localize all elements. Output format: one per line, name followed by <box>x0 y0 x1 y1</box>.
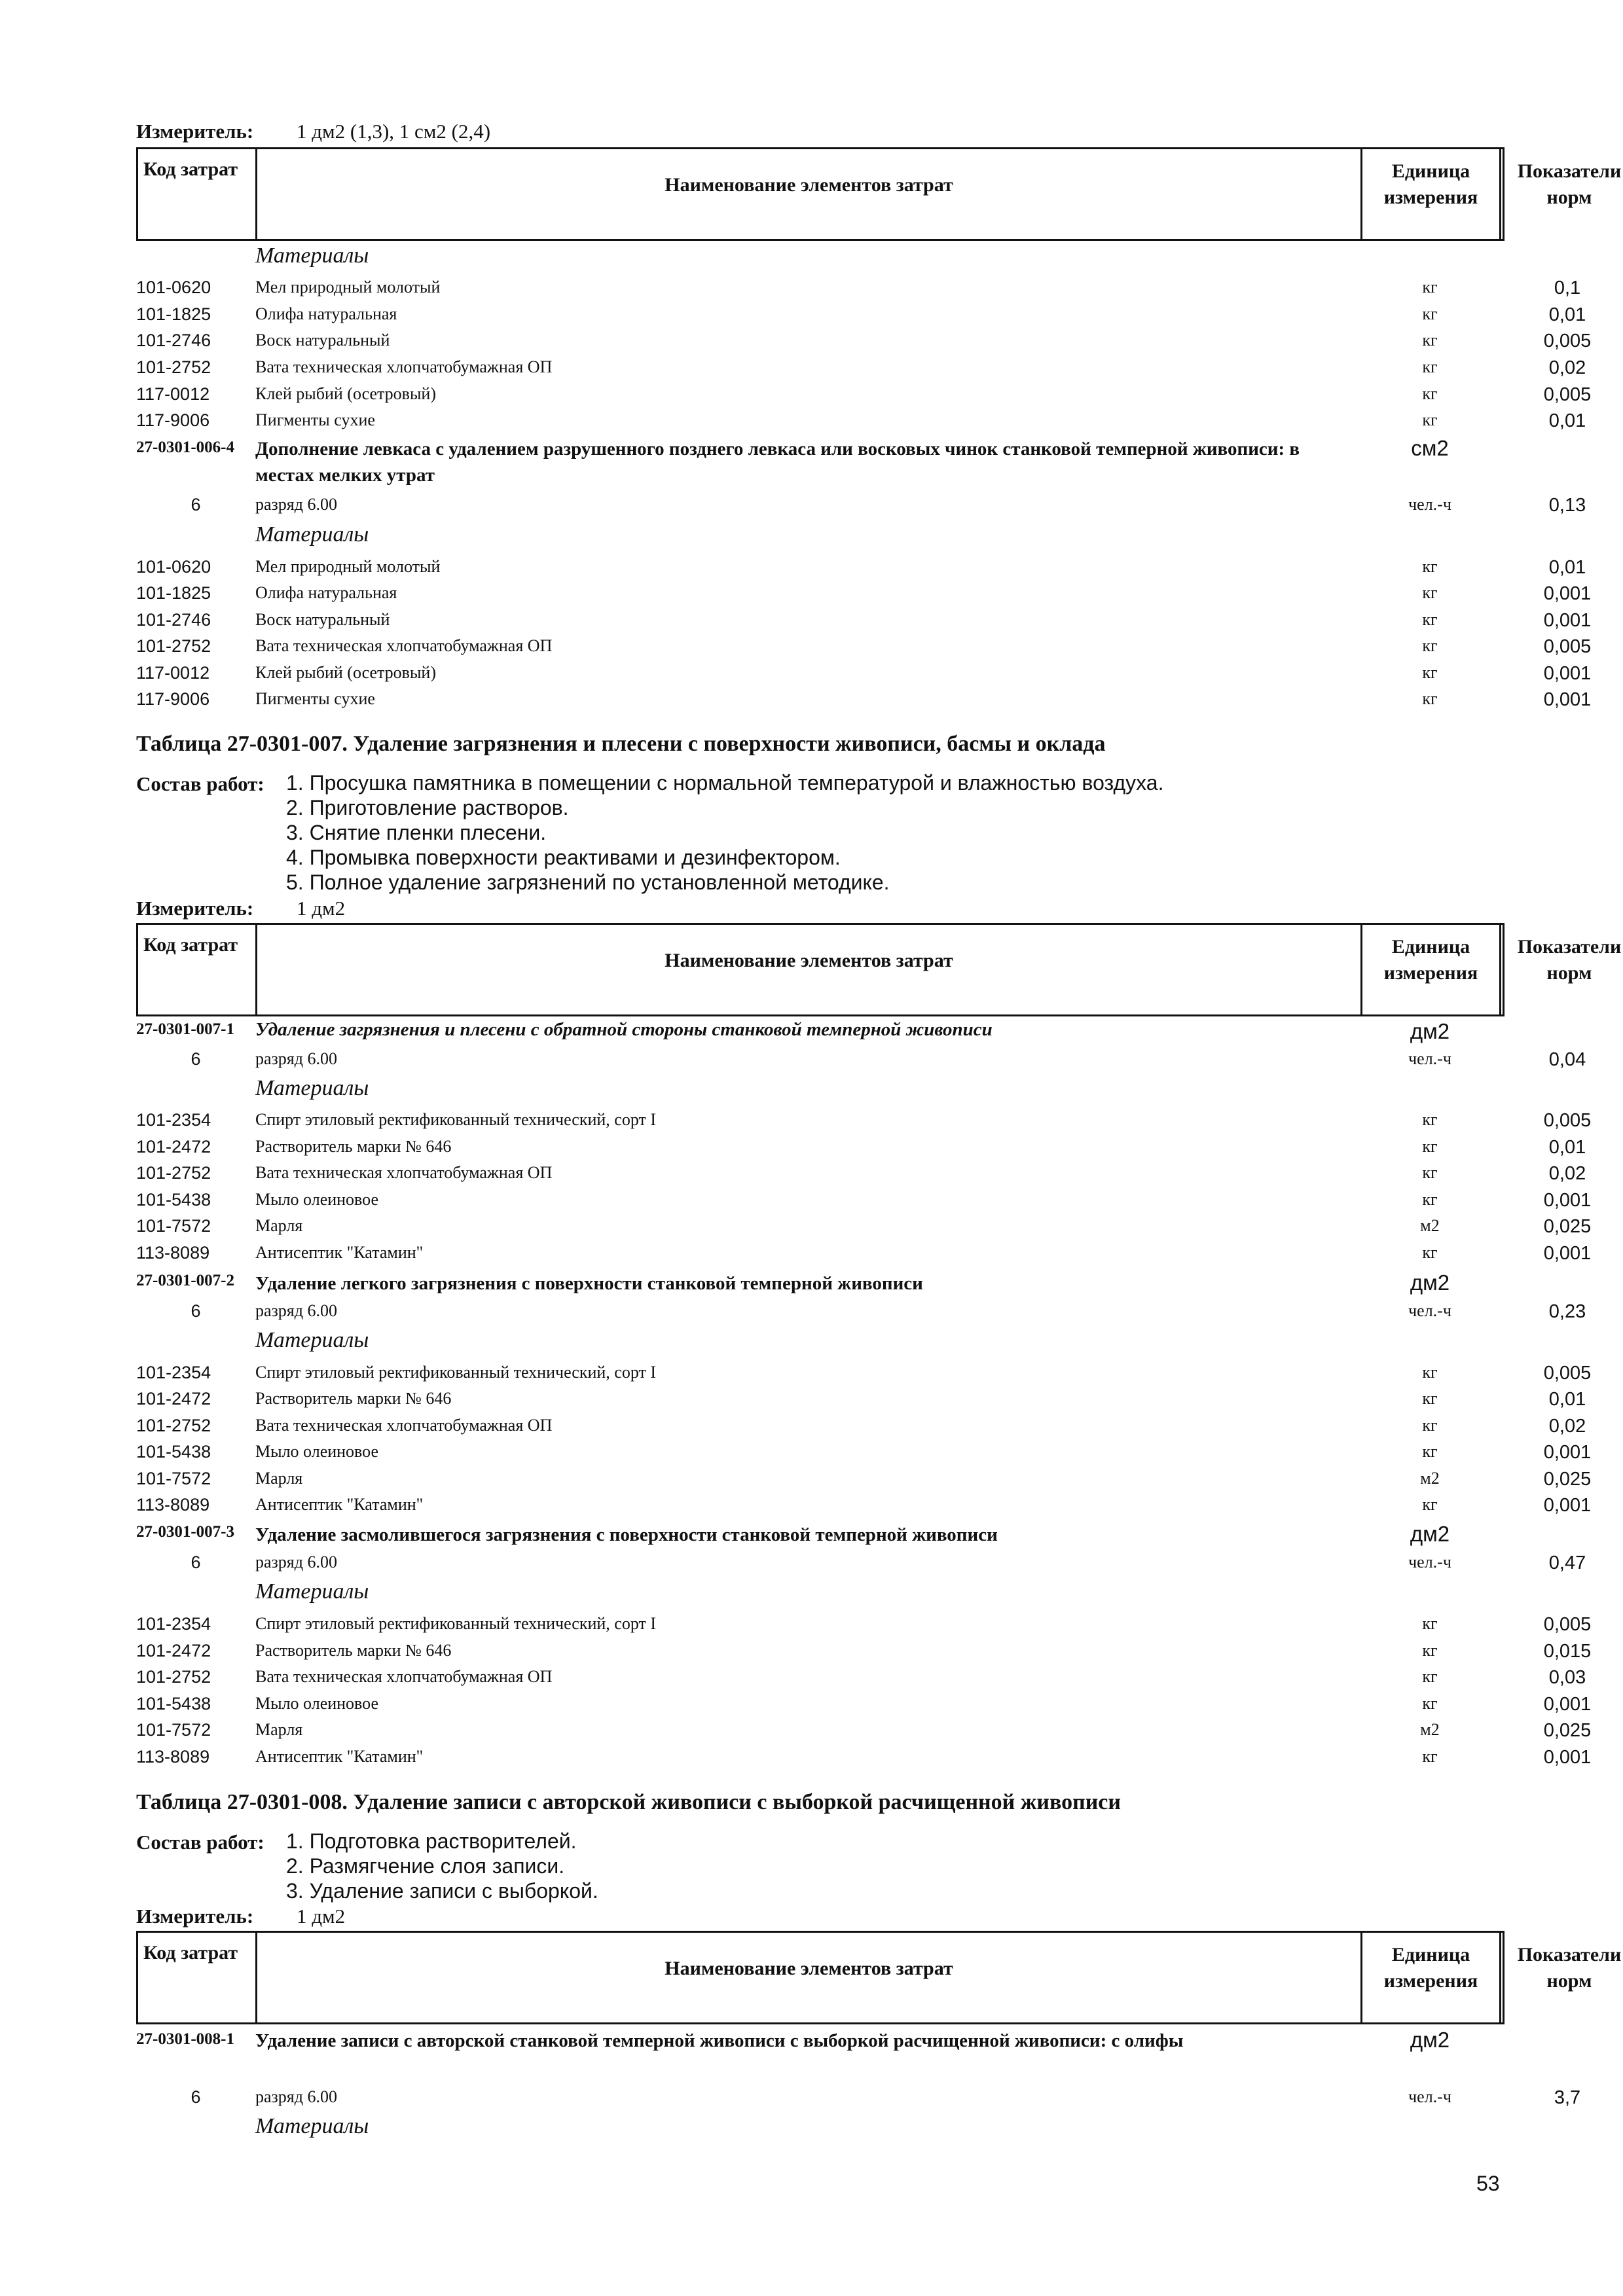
table-row: 101-5438 Мыло олеиновое кг 0,001 <box>136 1694 1592 1715</box>
table-row: 117-9006 Пигменты сухие кг 0,001 <box>136 689 1592 710</box>
header-unit-1: Единица <box>1391 936 1470 958</box>
measure-label: Измеритель: <box>136 120 254 143</box>
work-item: 2. Приготовление растворов. <box>286 796 569 819</box>
materials-heading: Материалы <box>255 522 369 547</box>
materials-heading: Материалы <box>255 2114 369 2138</box>
header-unit-1: Единица <box>1391 160 1470 182</box>
table-row: 101-2752 Вата техническая хлопчатобумажная ОП кг 0,005 <box>136 636 1592 657</box>
table-header <box>136 147 1622 241</box>
materials-heading: Материалы <box>255 243 369 268</box>
item-row: 27-0301-007-2 Удаление легкого загрязнения с поверхности станковой темперной живописи дм2 <box>136 1270 1450 1295</box>
header-unit-2: измерения <box>1383 962 1478 984</box>
header-norm-2: норм <box>1546 1970 1592 1992</box>
labor-row: 6 разряд 6.00 чел.-ч 0,04 <box>191 1049 1586 1070</box>
table-row: 101-2752 Вата техническая хлопчатобумажная ОП кг 0,02 <box>136 1163 1586 1184</box>
header-norm-2: норм <box>1546 187 1592 208</box>
table-row: 117-0012 Клей рыбий (осетровый) кг 0,001 <box>136 663 1592 684</box>
table-row: 101-5438 Мыло олеиновое кг 0,001 <box>136 1190 1592 1211</box>
header-norm-1: Показатели <box>1517 936 1622 958</box>
table-row: 101-2354 Спирт этиловый ректификованный технический, сорт I кг 0,005 <box>136 1363 1592 1384</box>
table-row: 101-2472 Растворитель марки № 646 кг 0,015 <box>136 1641 1592 1662</box>
table-row: 117-0012 Клей рыбий (осетровый) кг 0,005 <box>136 384 1592 405</box>
table-row: 101-7572 Марля м2 0,025 <box>136 1720 1592 1741</box>
header-name: Наименование элементов затрат <box>665 950 953 971</box>
table-title: Таблица 27-0301-008. Удаление записи с авторской живописи с выборкой расчищенной живописи <box>136 1790 1121 1814</box>
header-norm-1: Показатели <box>1517 160 1622 182</box>
table-row: 113-8089 Антисептик "Катамин" кг 0,001 <box>136 1243 1592 1264</box>
work-item: 1. Просушка памятника в помещении с нормальной температурой и влажностью воздуха. <box>286 771 1164 795</box>
measure-line <box>136 897 346 920</box>
table-row: 101-7572 Марля м2 0,025 <box>136 1216 1592 1237</box>
header-name: Наименование элементов затрат <box>665 1958 953 1979</box>
header-unit-2: измерения <box>1383 187 1478 208</box>
materials-heading: Материалы <box>255 1328 369 1352</box>
page-number: 53 <box>1476 2172 1500 2195</box>
table-row: 113-8089 Антисептик "Катамин" кг 0,001 <box>136 1747 1592 1768</box>
work-item: 5. Полное удаление загрязнений по установленной методике. <box>286 870 890 894</box>
table-row: 101-2354 Спирт этиловый ректификованный технический, сорт I кг 0,005 <box>136 1614 1592 1635</box>
header-unit-2: измерения <box>1383 1970 1478 1992</box>
table-row: 117-9006 Пигменты сухие кг 0,01 <box>136 410 1586 431</box>
table-row: 113-8089 Антисептик "Катамин" кг 0,001 <box>136 1495 1592 1516</box>
table-header <box>136 923 1622 1016</box>
labor-row: 6 разряд 6.00 чел.-ч 0,23 <box>191 1301 1586 1322</box>
work-item: 2. Размягчение слоя записи. <box>286 1854 565 1878</box>
measure-label: Измеритель: <box>136 1905 254 1928</box>
table-row: 101-2472 Растворитель марки № 646 кг 0,01 <box>136 1389 1586 1410</box>
work-composition-label: Состав работ: <box>136 1831 264 1854</box>
work-item: 3. Снятие пленки плесени. <box>286 821 547 844</box>
table-row: 101-2752 Вата техническая хлопчатобумажная ОП кг 0,02 <box>136 1416 1586 1437</box>
header-code: Код затрат <box>143 934 238 956</box>
table-header <box>136 1931 1622 2024</box>
item-row: 27-0301-007-1 Удаление загрязнения и плесени с обратной стороны станковой темперной живописи дм2 <box>136 1019 1450 1043</box>
table-row: 101-1825 Олифа натуральная кг 0,01 <box>136 304 1586 325</box>
labor-row: 6 разряд 6.00 чел.-ч 3,7 <box>191 2087 1581 2108</box>
labor-row: 6 разряд 6.00 чел.-ч 0,47 <box>191 1552 1586 1573</box>
measure-value: 1 дм2 <box>297 897 346 920</box>
table-row: 101-7572 Марля м2 0,025 <box>136 1469 1592 1490</box>
work-item: 1. Подготовка растворителей. <box>286 1829 577 1853</box>
table-row: 101-2746 Воск натуральный кг 0,001 <box>136 610 1592 631</box>
table-row: 101-2752 Вата техническая хлопчатобумажная ОП кг 0,03 <box>136 1667 1586 1688</box>
table-title: Таблица 27-0301-007. Удаление загрязнения и плесени с поверхности живописи, басмы и оклада <box>136 732 1106 756</box>
table-row: 101-2746 Воск натуральный кг 0,005 <box>136 331 1592 351</box>
measure-value: 1 дм2 (1,3), 1 см2 (2,4) <box>297 120 491 143</box>
table-row: 101-5438 Мыло олеиновое кг 0,001 <box>136 1442 1592 1463</box>
measure-line <box>136 1905 346 1928</box>
measure-label: Измеритель: <box>136 897 254 920</box>
work-composition-label: Состав работ: <box>136 772 264 795</box>
table-row: 101-0620 Мел природный молотый кг 0,01 <box>136 557 1586 578</box>
work-item: 4. Промывка поверхности реактивами и дезинфектором. <box>286 846 841 869</box>
work-item: 3. Удаление записи с выборкой. <box>286 1879 598 1903</box>
table-row: 101-2472 Растворитель марки № 646 кг 0,01 <box>136 1137 1586 1158</box>
table-row: 101-1825 Олифа натуральная кг 0,001 <box>136 583 1592 604</box>
header-name: Наименование элементов затрат <box>665 174 953 196</box>
materials-heading: Материалы <box>255 1076 369 1100</box>
item-row: 27-0301-007-3 Удаление засмолившегося загрязнения с поверхности станковой темперной живописи дм2 <box>136 1522 1450 1546</box>
header-norm-1: Показатели <box>1517 1944 1622 1965</box>
table-row: 101-2354 Спирт этиловый ректификованный технический, сорт I кг 0,005 <box>136 1110 1592 1131</box>
header-code: Код затрат <box>143 1942 238 1964</box>
table-row: 101-0620 Мел природный молотый кг 0,1 <box>136 278 1581 298</box>
measure-line <box>136 120 491 143</box>
materials-heading: Материалы <box>255 1579 369 1604</box>
header-code: Код затрат <box>143 158 238 180</box>
header-unit-1: Единица <box>1391 1944 1470 1965</box>
item-row: 27-0301-008-1 Удаление записи с авторской станковой темперной живописи с выборкой расчищенной живописи: с олифы дм2 <box>136 2028 1450 2052</box>
labor-row: 6 разряд 6.00 чел.-ч 0,13 <box>191 495 1586 516</box>
measure-value: 1 дм2 <box>297 1905 346 1928</box>
header-norm-2: норм <box>1546 962 1592 984</box>
item-row: 27-0301-006-4 Дополнение левкаса с удалением разрушенного позднего левкаса или восковых чинок станковой темперной живописи: в местах мелких утрат см2 <box>136 436 1449 486</box>
table-row: 101-2752 Вата техническая хлопчатобумажная ОП кг 0,02 <box>136 357 1586 378</box>
